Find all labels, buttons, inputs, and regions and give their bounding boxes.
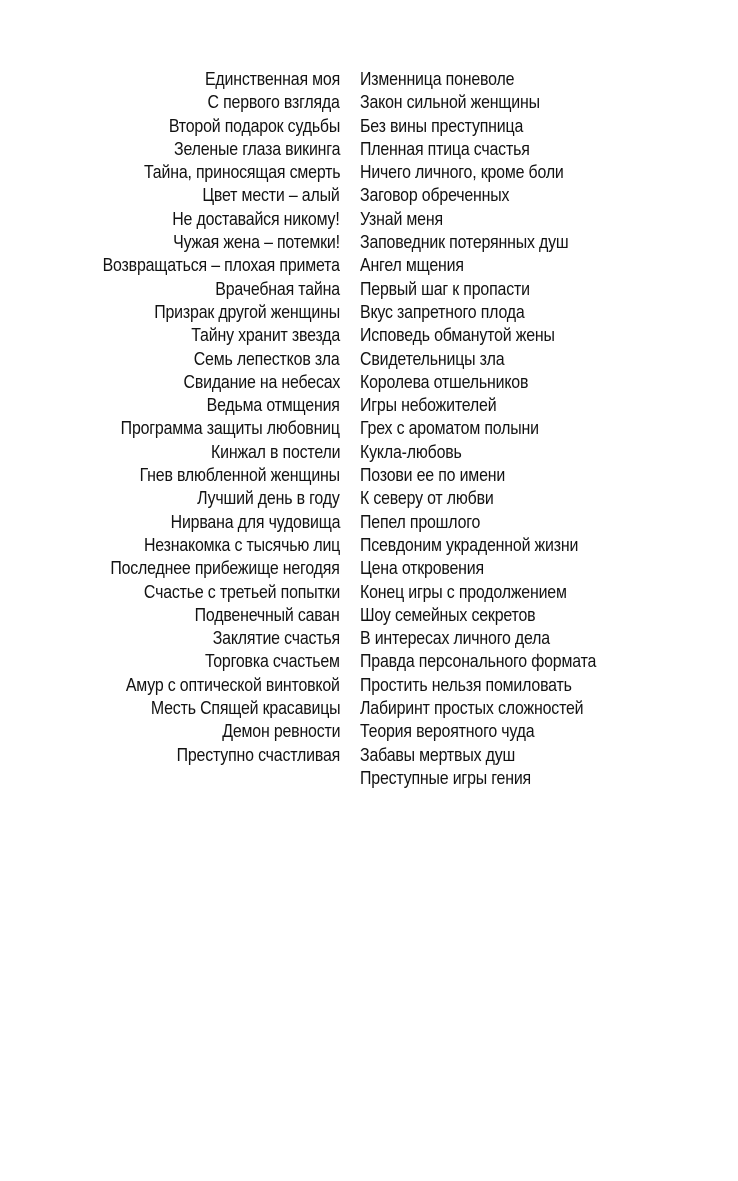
right-title-cell bbox=[360, 510, 738, 533]
right-title-cell bbox=[360, 719, 738, 742]
left-title-cell bbox=[0, 300, 340, 323]
left-title-text: Зеленые глаза викинга bbox=[173, 137, 340, 159]
title-row bbox=[0, 766, 738, 789]
right-title-cell bbox=[360, 183, 738, 206]
left-title-cell bbox=[0, 323, 340, 346]
right-title-text: Лабиринт простых сложностей bbox=[360, 697, 584, 719]
right-title-cell bbox=[360, 416, 738, 439]
title-row bbox=[0, 207, 738, 230]
right-title-cell bbox=[360, 253, 738, 276]
right-title-text: Правда персонального формата bbox=[360, 650, 597, 672]
left-title-cell bbox=[0, 347, 340, 370]
right-title-cell bbox=[360, 277, 738, 300]
right-title-text: Забавы мертвых душ bbox=[360, 743, 516, 765]
left-title-text: Амур с оптической винтовкой bbox=[126, 673, 340, 695]
right-title-text: Исповедь обманутой жены bbox=[360, 324, 555, 346]
right-title-cell bbox=[360, 626, 738, 649]
right-title-cell bbox=[360, 649, 738, 672]
left-title-text: Программа защиты любовниц bbox=[120, 417, 340, 439]
left-title-cell bbox=[0, 626, 340, 649]
right-title-cell bbox=[360, 766, 738, 789]
right-title-text: Позови ее по имени bbox=[360, 464, 506, 486]
right-title-text: Грех с ароматом полыни bbox=[360, 417, 539, 439]
left-title-cell bbox=[0, 183, 340, 206]
right-title-text: Ангел мщения bbox=[360, 254, 464, 276]
left-title-cell bbox=[0, 277, 340, 300]
right-title-text: Кукла-любовь bbox=[360, 440, 462, 462]
left-title-cell bbox=[0, 743, 340, 766]
right-title-cell bbox=[360, 300, 738, 323]
right-title-cell bbox=[360, 743, 738, 766]
right-title-text: Узнай меня bbox=[360, 207, 443, 229]
left-title-text: Единственная моя bbox=[204, 68, 340, 89]
left-title-text: С первого взгляда bbox=[207, 91, 340, 113]
right-title-cell bbox=[360, 533, 738, 556]
right-title-text: Преступные игры гения bbox=[360, 766, 531, 788]
left-title-text: Торговка счастьем bbox=[205, 650, 340, 672]
right-title-cell bbox=[360, 463, 738, 486]
title-row bbox=[0, 137, 738, 160]
title-row bbox=[0, 183, 738, 206]
left-title-text: Ведьма отмщения bbox=[206, 394, 340, 416]
title-row bbox=[0, 603, 738, 626]
left-title-cell bbox=[0, 440, 340, 463]
left-title-cell bbox=[0, 370, 340, 393]
right-title-text: Без вины преступница bbox=[360, 114, 524, 136]
right-title-text: В интересах личного дела bbox=[360, 627, 550, 649]
left-title-cell bbox=[0, 67, 340, 90]
left-title-cell bbox=[0, 230, 340, 253]
title-row bbox=[0, 556, 738, 579]
left-title-text: Свидание на небесах bbox=[183, 370, 340, 392]
title-row bbox=[0, 673, 738, 696]
title-row bbox=[0, 743, 738, 766]
left-title-text: Цвет мести – алый bbox=[202, 184, 340, 206]
title-row bbox=[0, 277, 738, 300]
right-title-text: Заговор обреченных bbox=[360, 184, 510, 206]
left-title-text: Месть Спящей красавицы bbox=[150, 697, 340, 719]
right-title-cell bbox=[360, 137, 738, 160]
title-row bbox=[0, 463, 738, 486]
left-title-cell bbox=[0, 114, 340, 137]
right-title-cell bbox=[360, 67, 738, 90]
right-title-cell bbox=[360, 556, 738, 579]
title-row bbox=[0, 323, 738, 346]
right-title-text: Вкус запретного плода bbox=[360, 300, 525, 322]
right-title-text: Пепел прошлого bbox=[360, 510, 481, 532]
left-title-cell bbox=[0, 90, 340, 113]
left-title-cell bbox=[0, 673, 340, 696]
title-row bbox=[0, 416, 738, 439]
title-row bbox=[0, 253, 738, 276]
title-row bbox=[0, 160, 738, 183]
right-title-text: Цена откровения bbox=[360, 557, 484, 579]
title-row bbox=[0, 719, 738, 742]
right-title-cell bbox=[360, 207, 738, 230]
left-title-cell bbox=[0, 766, 340, 789]
left-title-text: Тайну хранит звезда bbox=[191, 324, 340, 346]
left-title-cell bbox=[0, 510, 340, 533]
left-title-text: Возвращаться – плохая примета bbox=[102, 254, 340, 276]
book-title-list bbox=[0, 67, 738, 789]
right-title-text: Простить нельзя помиловать bbox=[360, 673, 572, 695]
right-title-text: Заповедник потерянных душ bbox=[360, 231, 569, 253]
right-title-cell bbox=[360, 230, 738, 253]
title-row bbox=[0, 300, 738, 323]
right-title-cell bbox=[360, 580, 738, 603]
right-title-cell bbox=[360, 370, 738, 393]
title-row bbox=[0, 626, 738, 649]
left-title-cell bbox=[0, 719, 340, 742]
title-row bbox=[0, 370, 738, 393]
left-title-text: Призрак другой женщины bbox=[154, 300, 340, 322]
left-title-cell bbox=[0, 486, 340, 509]
left-title-text: Нирвана для чудовища bbox=[170, 510, 340, 532]
left-title-cell bbox=[0, 533, 340, 556]
title-row bbox=[0, 580, 738, 603]
title-row bbox=[0, 696, 738, 719]
title-row bbox=[0, 533, 738, 556]
right-title-text: Шоу семейных секретов bbox=[360, 603, 536, 625]
right-title-text: Теория вероятного чуда bbox=[360, 720, 535, 742]
left-title-cell bbox=[0, 137, 340, 160]
left-title-text: Врачебная тайна bbox=[215, 277, 340, 299]
left-title-text: Заклятие счастья bbox=[212, 627, 340, 649]
right-title-cell bbox=[360, 393, 738, 416]
title-row bbox=[0, 440, 738, 463]
left-title-text: Тайна, приносящая смерть bbox=[143, 161, 340, 183]
title-row bbox=[0, 114, 738, 137]
right-title-text: Королева отшельников bbox=[360, 370, 529, 392]
right-title-text: Первый шаг к пропасти bbox=[360, 277, 530, 299]
left-title-cell bbox=[0, 580, 340, 603]
right-title-cell bbox=[360, 347, 738, 370]
title-row bbox=[0, 67, 738, 90]
left-title-text: Незнакомка с тысячью лиц bbox=[143, 533, 340, 555]
left-title-cell bbox=[0, 696, 340, 719]
left-title-cell bbox=[0, 649, 340, 672]
left-title-text: Второй подарок судьбы bbox=[168, 114, 340, 136]
left-title-text: Гнев влюбленной женщины bbox=[139, 464, 340, 486]
right-title-cell bbox=[360, 323, 738, 346]
left-title-text: Счастье с третьей попытки bbox=[143, 580, 340, 602]
left-title-text: Демон ревности bbox=[221, 720, 340, 742]
left-title-cell bbox=[0, 463, 340, 486]
left-title-cell bbox=[0, 556, 340, 579]
right-title-text: Ничего личного, кроме боли bbox=[360, 161, 564, 183]
left-title-cell bbox=[0, 160, 340, 183]
left-title-cell bbox=[0, 393, 340, 416]
right-title-cell bbox=[360, 90, 738, 113]
title-row bbox=[0, 230, 738, 253]
left-title-cell bbox=[0, 207, 340, 230]
left-title-text: Последнее прибежище негодяя bbox=[110, 557, 340, 579]
right-title-cell bbox=[360, 696, 738, 719]
right-title-cell bbox=[360, 440, 738, 463]
left-title-text: Чужая жена – потемки! bbox=[173, 231, 340, 253]
right-title-text: Псевдоним украденной жизни bbox=[360, 533, 579, 555]
right-title-cell bbox=[360, 114, 738, 137]
title-row bbox=[0, 510, 738, 533]
right-title-text: Конец игры с продолжением bbox=[360, 580, 567, 602]
title-row bbox=[0, 393, 738, 416]
left-title-text: Семь лепестков зла bbox=[194, 347, 340, 369]
right-title-cell bbox=[360, 486, 738, 509]
right-title-text: Свидетельницы зла bbox=[360, 347, 505, 369]
right-title-text: Пленная птица счастья bbox=[360, 137, 530, 159]
right-title-text: К северу от любви bbox=[360, 487, 494, 509]
title-row bbox=[0, 347, 738, 370]
right-title-text: Игры небожителей bbox=[360, 394, 497, 416]
title-row bbox=[0, 649, 738, 672]
left-title-text: Лучший день в году bbox=[197, 487, 340, 509]
title-row bbox=[0, 486, 738, 509]
right-title-cell bbox=[360, 603, 738, 626]
right-title-text: Закон сильной женщины bbox=[360, 91, 540, 113]
title-row bbox=[0, 90, 738, 113]
right-title-cell bbox=[360, 673, 738, 696]
left-title-cell bbox=[0, 253, 340, 276]
left-title-cell bbox=[0, 603, 340, 626]
left-title-text: Кинжал в постели bbox=[210, 440, 340, 462]
left-title-cell bbox=[0, 416, 340, 439]
right-title-cell bbox=[360, 160, 738, 183]
left-title-text: Преступно счастливая bbox=[176, 743, 340, 765]
left-title-text: Не доставайся никому! bbox=[172, 207, 340, 229]
left-title-text: Подвенечный саван bbox=[194, 603, 340, 625]
right-title-text: Изменница поневоле bbox=[360, 68, 515, 89]
